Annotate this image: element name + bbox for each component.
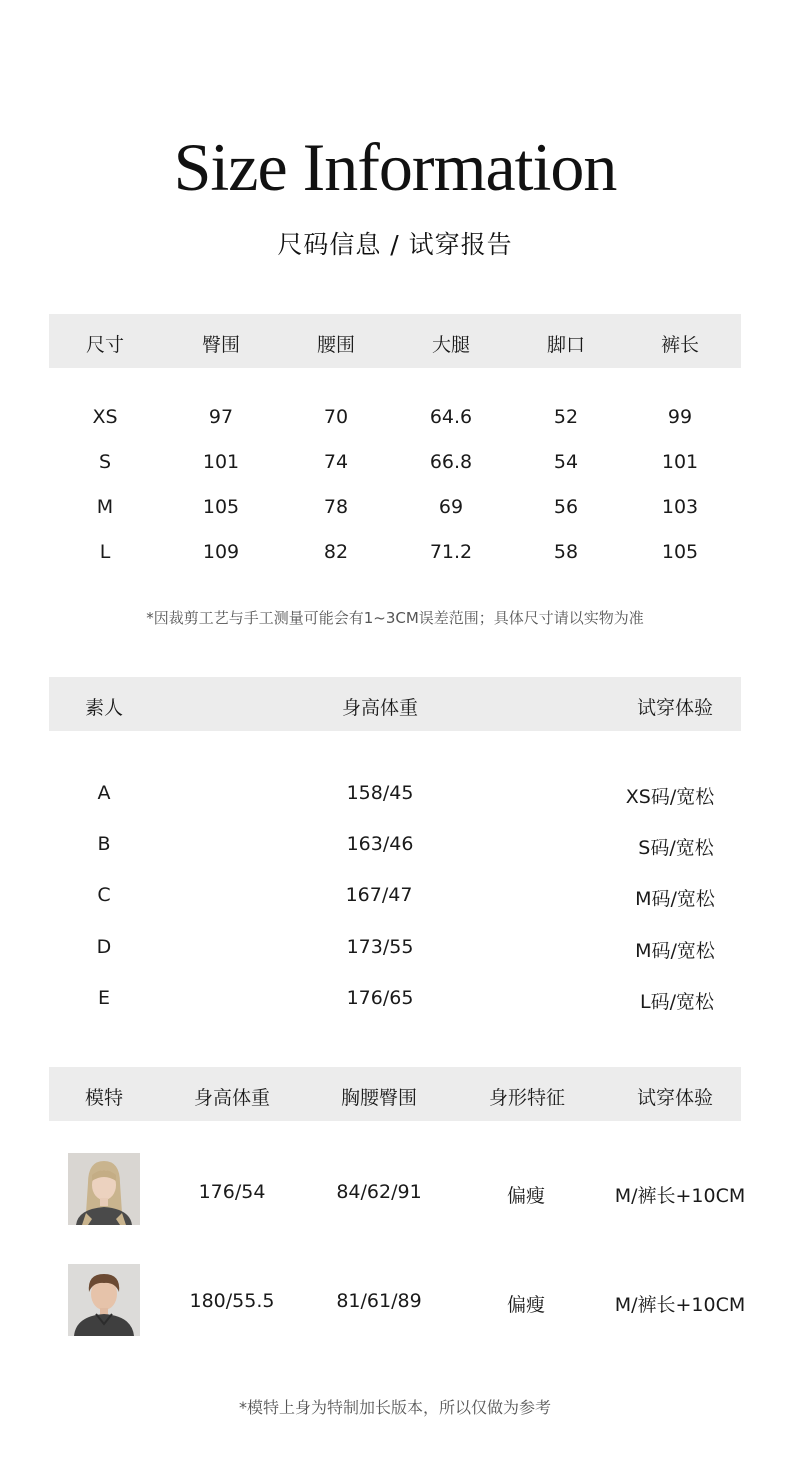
model-experience: M/裤长+10CM [614, 1294, 746, 1316]
size-table-row [0, 451, 790, 481]
tester-cell: 176/65 [346, 987, 414, 1009]
size-cell: 58 [553, 541, 579, 563]
size-cell: 66.8 [429, 451, 473, 473]
size-header-cell: 大腿 [431, 334, 471, 356]
size-cell: 103 [661, 496, 699, 518]
model-header-cell: 模特 [84, 1087, 124, 1109]
size-header-cell: 尺寸 [85, 334, 125, 356]
model-height-weight: 176/54 [198, 1181, 266, 1203]
tester-table-row [0, 936, 790, 966]
size-cell: 101 [202, 451, 240, 473]
size-cell: 78 [323, 496, 349, 518]
tester-cell: C [97, 884, 111, 906]
size-cell: 64.6 [429, 406, 473, 428]
model-header-cell: 身形特征 [488, 1087, 566, 1109]
tester-table-header [49, 677, 741, 731]
size-cell: 74 [323, 451, 349, 473]
size-cell: 105 [202, 496, 240, 518]
size-cell: 109 [202, 541, 240, 563]
tester-header-cell: 试穿体验 [636, 697, 714, 719]
tester-cell: S码/宽松 [638, 837, 714, 859]
tester-cell: XS码/宽松 [625, 786, 715, 808]
tester-cell: B [97, 833, 111, 855]
size-header-cell: 臀围 [201, 334, 241, 356]
tester-cell: M码/宽松 [635, 888, 715, 910]
model-measurements: 84/62/91 [336, 1181, 422, 1203]
tester-table-row [0, 884, 790, 914]
model-header-cell: 胸腰臀围 [340, 1087, 418, 1109]
size-header-cell: 腰围 [316, 334, 356, 356]
size-cell: S [98, 451, 112, 473]
size-cell: 70 [323, 406, 349, 428]
tester-table-row [0, 782, 790, 812]
size-header-cell: 裤长 [660, 334, 700, 356]
tester-header-cell: 素人 [84, 697, 124, 719]
model-height-weight: 180/55.5 [189, 1290, 275, 1312]
model-body-type: 偏瘦 [506, 1294, 546, 1316]
size-note: *因裁剪工艺与手工测量可能会有1~3CM误差范围；具体尺寸请以实物为准 [146, 609, 644, 627]
size-cell: L [99, 541, 111, 563]
model-header-cell: 试穿体验 [636, 1087, 714, 1109]
size-cell: 105 [661, 541, 699, 563]
tester-table-row [0, 987, 790, 1017]
tester-cell: 167/47 [345, 884, 413, 906]
tester-cell: 173/55 [346, 936, 414, 958]
size-cell: 56 [553, 496, 579, 518]
tester-table-row [0, 833, 790, 863]
tester-cell: 163/46 [346, 833, 414, 855]
model-body-type: 偏瘦 [506, 1185, 546, 1207]
size-cell: 82 [323, 541, 349, 563]
size-cell: 71.2 [429, 541, 473, 563]
model-table-header [49, 1067, 741, 1121]
size-cell: 69 [438, 496, 464, 518]
tester-cell: E [97, 987, 111, 1009]
model-header-cell: 身高体重 [193, 1087, 271, 1109]
size-table-row [0, 406, 790, 436]
tester-header-cell: 身高体重 [341, 697, 419, 719]
page-subtitle: 尺码信息 / 试穿报告 [277, 230, 513, 259]
size-table-row [0, 541, 790, 571]
size-table-row [0, 496, 790, 526]
tester-cell: D [96, 936, 112, 958]
size-header-cell: 脚口 [546, 334, 586, 356]
size-cell: 52 [553, 406, 579, 428]
size-cell: 97 [208, 406, 234, 428]
tester-cell: M码/宽松 [635, 940, 715, 962]
tester-cell: A [97, 782, 111, 804]
tester-cell: 158/45 [346, 782, 414, 804]
size-cell: 54 [553, 451, 579, 473]
model-note: *模特上身为特制加长版本，所以仅做为参考 [238, 1398, 551, 1417]
model-experience: M/裤长+10CM [614, 1185, 746, 1207]
tester-cell: L码/宽松 [640, 991, 714, 1013]
model-row [0, 1181, 790, 1211]
size-cell: M [96, 496, 114, 518]
size-table-header [49, 314, 741, 368]
model-row [0, 1290, 790, 1320]
size-cell: 99 [667, 406, 693, 428]
page-title: Size Information [173, 129, 617, 205]
size-cell: XS [92, 406, 118, 428]
size-cell: 101 [661, 451, 699, 473]
model-measurements: 81/61/89 [336, 1290, 422, 1312]
